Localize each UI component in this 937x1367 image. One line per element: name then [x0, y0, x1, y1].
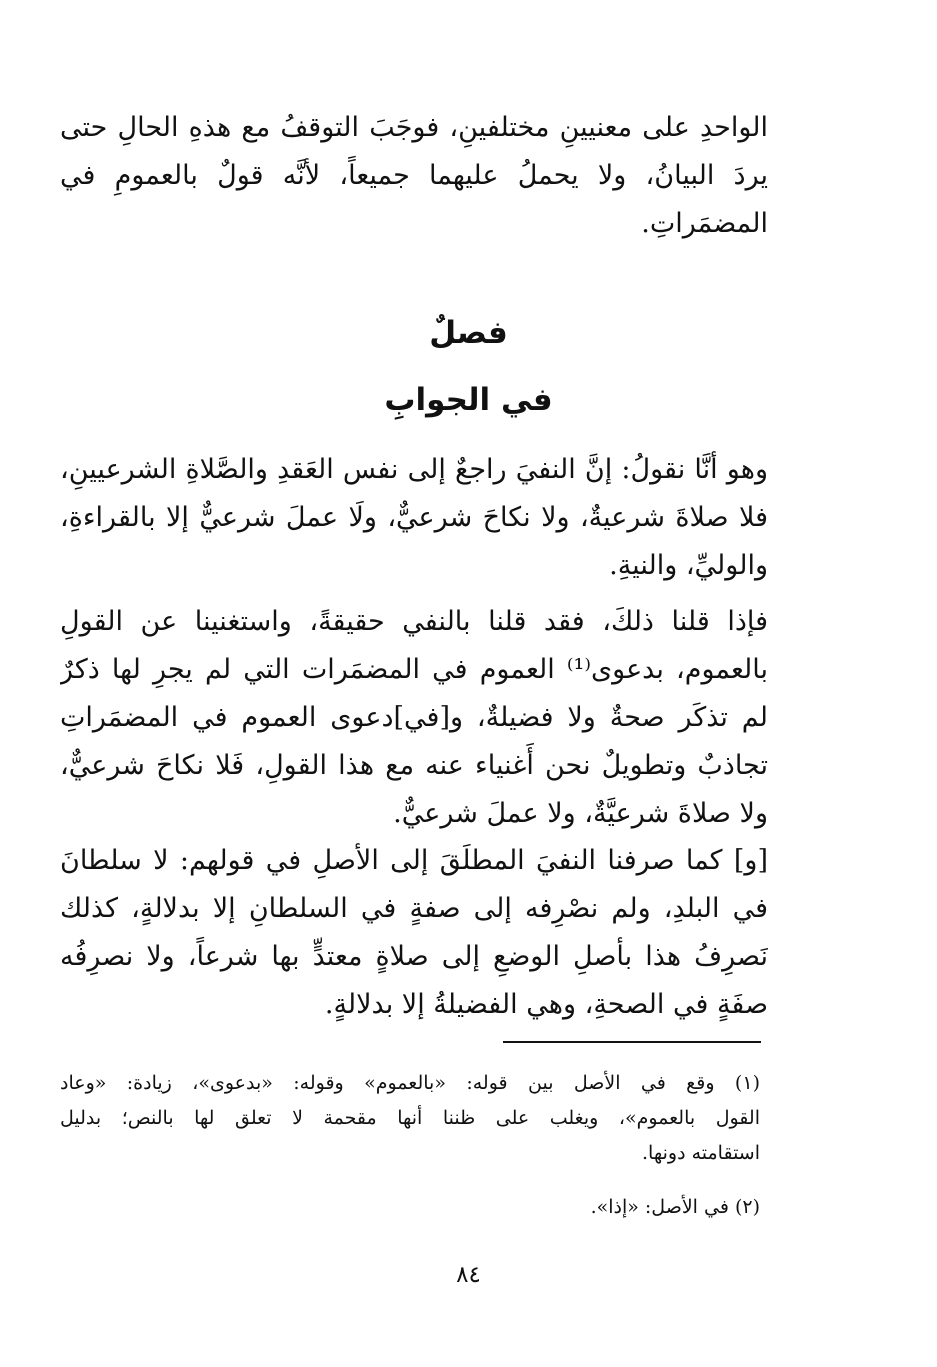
footnote-2	[60, 1190, 760, 1225]
text-line: صفَةٍ في الصحةِ، وهي الفضيلةُ إلا بدلالةٍ.	[324, 989, 768, 1020]
section-subtitle: في الجوابِ	[384, 382, 553, 418]
paragraph-1	[60, 446, 768, 590]
paragraph-3	[60, 837, 768, 1029]
footnote-line: (١) وقع في الأصل بين قوله: «بالعموم» وقوله: «بدعوى»، زيادة: «وعاد	[60, 1072, 760, 1094]
footnote-line: (٢) في الأصل: «إذا».	[590, 1196, 760, 1218]
text-line: الواحدِ على معنيينِ مختلفينِ، فوجَبَ التوقفُ مع هذهِ الحالِ حتى	[60, 112, 768, 143]
text-line: فإذا قلنا ذلكَ، فقد قلنا بالنفي حقيقةً، واستغنينا عن القولِ	[60, 606, 768, 637]
paragraph-2	[60, 598, 768, 838]
text-line: لم تذكَر صحةٌ ولا فضيلةٌ، و[في]دعوى العموم في المضمَراتِ	[60, 702, 768, 733]
text-line: في البلدِ، ولم نصْرِفه إلى صفةٍ في السلطانِ إلا بدلالةٍ، كذلك	[60, 893, 768, 924]
top-paragraph	[60, 104, 768, 248]
text-line: يردَ البيانُ، ولا يحملُ عليهما جميعاً، لأنَّه قولٌ بالعمومِ في	[60, 160, 768, 191]
footnote-line: استقامته دونها.	[642, 1142, 760, 1164]
text-line: ولا صلاةَ شرعيَّةٌ، ولا عملَ شرعيٌّ.	[393, 798, 768, 829]
footnote-1	[60, 1066, 760, 1171]
text-line: وهو أنَّا نقولُ: إنَّ النفيَ راجعٌ إلى نفس العَقدِ والصَّلاةِ الشرعيينِ،	[60, 454, 768, 485]
footnote-line: القول بالعموم»، ويغلب على ظننا أنها مقحمة لا تعلق لها بالنص؛ بدليل	[60, 1107, 760, 1129]
section-title: فصلٌ	[429, 315, 508, 351]
text-line: تجاذبٌ وتطويلٌ نحن أَغنياء عنه مع هذا القولِ، فَلا نكاحَ شرعيٌّ،	[60, 750, 768, 781]
text-line: فلا صلاةَ شرعيةٌ، ولا نكاحَ شرعيٌّ، ولَا عملَ شرعيٌّ إلا بالقراءةِ،	[60, 502, 768, 533]
text-line: بالعموم، بدعوى⁽¹⁾ العموم في المضمَرات التي لم يجرِ لها ذكرٌ	[60, 654, 768, 685]
footnote-separator	[503, 1041, 761, 1043]
text-line: نَصرِفُ هذا بأصلِ الوضعِ إلى صلاةٍ معتدٍّ بها شرعاً، ولا نصرِفُه	[60, 941, 768, 972]
text-line: والوليِّ، والنيةِ.	[609, 550, 768, 581]
text-line: [و] كما صرفنا النفيَ المطلَقَ إلى الأصلِ في قولهم: لا سلطانَ	[60, 845, 768, 876]
text-line: المضمَراتِ.	[641, 208, 768, 239]
page-number: ٨٤	[456, 1262, 481, 1288]
